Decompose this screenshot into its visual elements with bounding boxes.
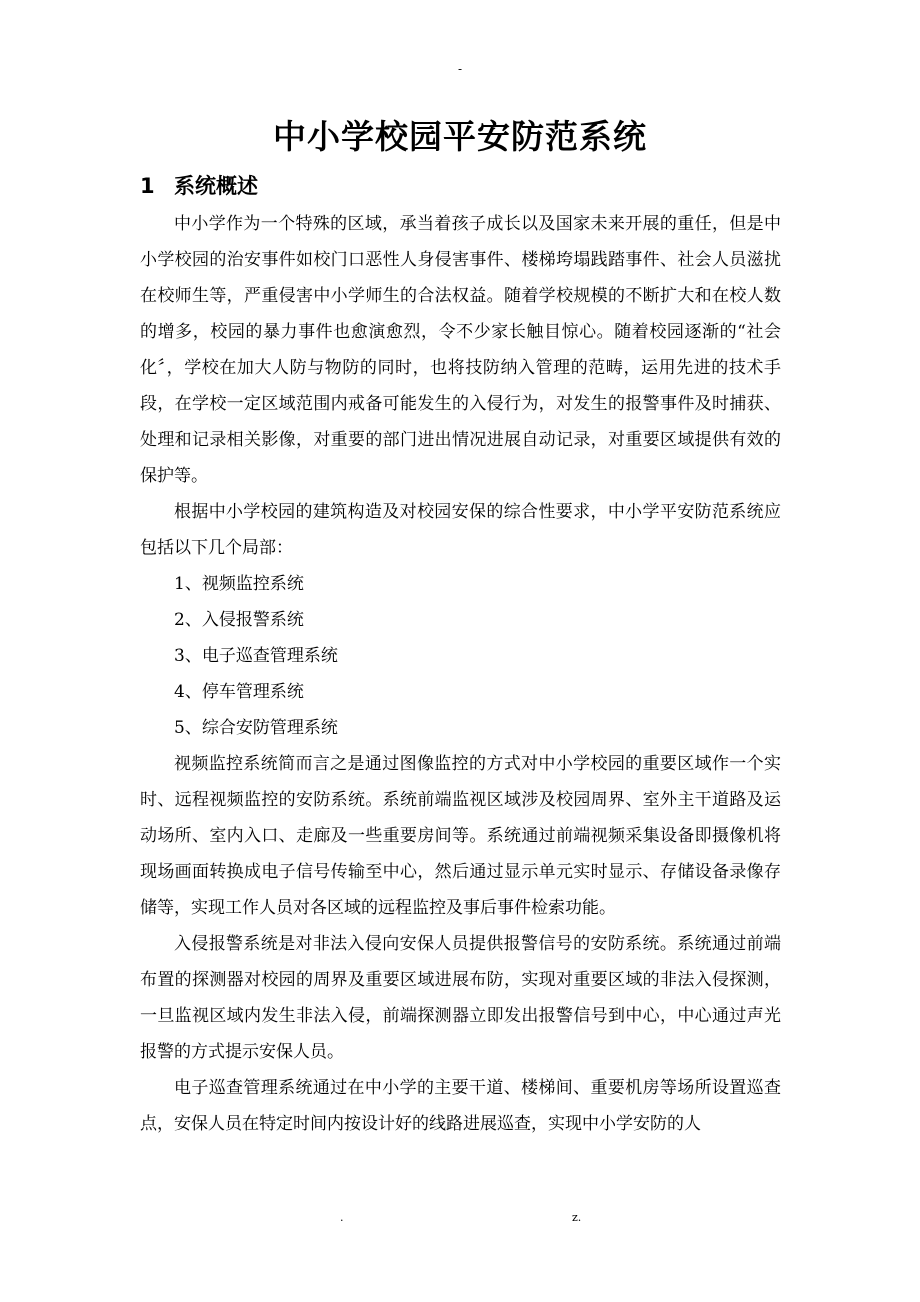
list-item: 3、电子巡查管理系统 <box>174 646 338 666</box>
paragraph-intro: 中小学作为一个特殊的区域，承当着孩子成长以及国家未来开展的重任，但是中小学校园的治安事件如校门口恶性人身侵害事件、楼梯垮塌践踏事件、社会人员滋扰在校师生等，严重侵害中小学师生的合法权益。随着学校规模的不断扩大和在校人数的增多，校园的暴力事件也愈演愈烈，令不少家长触目惊心。随着校园逐渐的“社会化〞，学校在加大人防与物防的同时，也将技防纳入管理的范畴，运用先进的技术手段，在学校一定区域范围内戒备可能发生的入侵行为，对发生的报警事件及时捕获、处理和记录相关影像，对重要的部门进出情况进展自动记录，对重要区域提供有效的保护等。 <box>140 214 781 486</box>
document-title: 中小学校园平安防范系统 <box>273 117 647 156</box>
paragraph-patrol-management: 电子巡查管理系统通过在中小学的主要干道、楼梯间、重要机房等场所设置巡查点，安保人员在特定时间内按设计好的线路进展巡查，实现中小学安防的人 <box>140 1078 781 1134</box>
section-title: 系统概述 <box>174 174 258 198</box>
header-mark: - <box>457 62 463 76</box>
paragraph-requirements: 根据中小学校园的建筑构造及对校园安保的综合性要求，中小学平安防范系统应包括以下几个局部： <box>140 502 781 558</box>
list-item: 4、停车管理系统 <box>174 682 304 702</box>
footer-right-mark: z. <box>572 1211 582 1224</box>
list-item: 5、综合安防管理系统 <box>174 718 338 738</box>
footer-left-mark: . <box>340 1211 344 1224</box>
section-number: 1 <box>140 174 155 198</box>
paragraph-video-surveillance: 视频监控系统简而言之是通过图像监控的方式对中小学校园的重要区域作一个实时、远程视频监控的安防系统。系统前端监视区域涉及校园周界、室外主干道路及运动场所、室内入口、走廊及一些重要房间等。系统通过前端视频采集设备即摄像机将现场画面转换成电子信号传输至中心，然后通过显示单元实时显示、存储设备录像存储等，实现工作人员对各区域的远程监控及事后事件检索功能。 <box>140 754 781 918</box>
section-heading <box>140 168 258 204</box>
document-body <box>140 206 781 1142</box>
list-item: 1、视频监控系统 <box>174 574 304 594</box>
list-item: 2、入侵报警系统 <box>174 610 304 630</box>
paragraph-intrusion-alarm: 入侵报警系统是对非法入侵向安保人员提供报警信号的安防系统。系统通过前端布置的探测器对校园的周界及重要区域进展布防，实现对重要区域的非法入侵探测，一旦监视区域内发生非法入侵，前端探测器立即发出报警信号到中心，中心通过声光报警的方式提示安保人员。 <box>140 934 781 1062</box>
